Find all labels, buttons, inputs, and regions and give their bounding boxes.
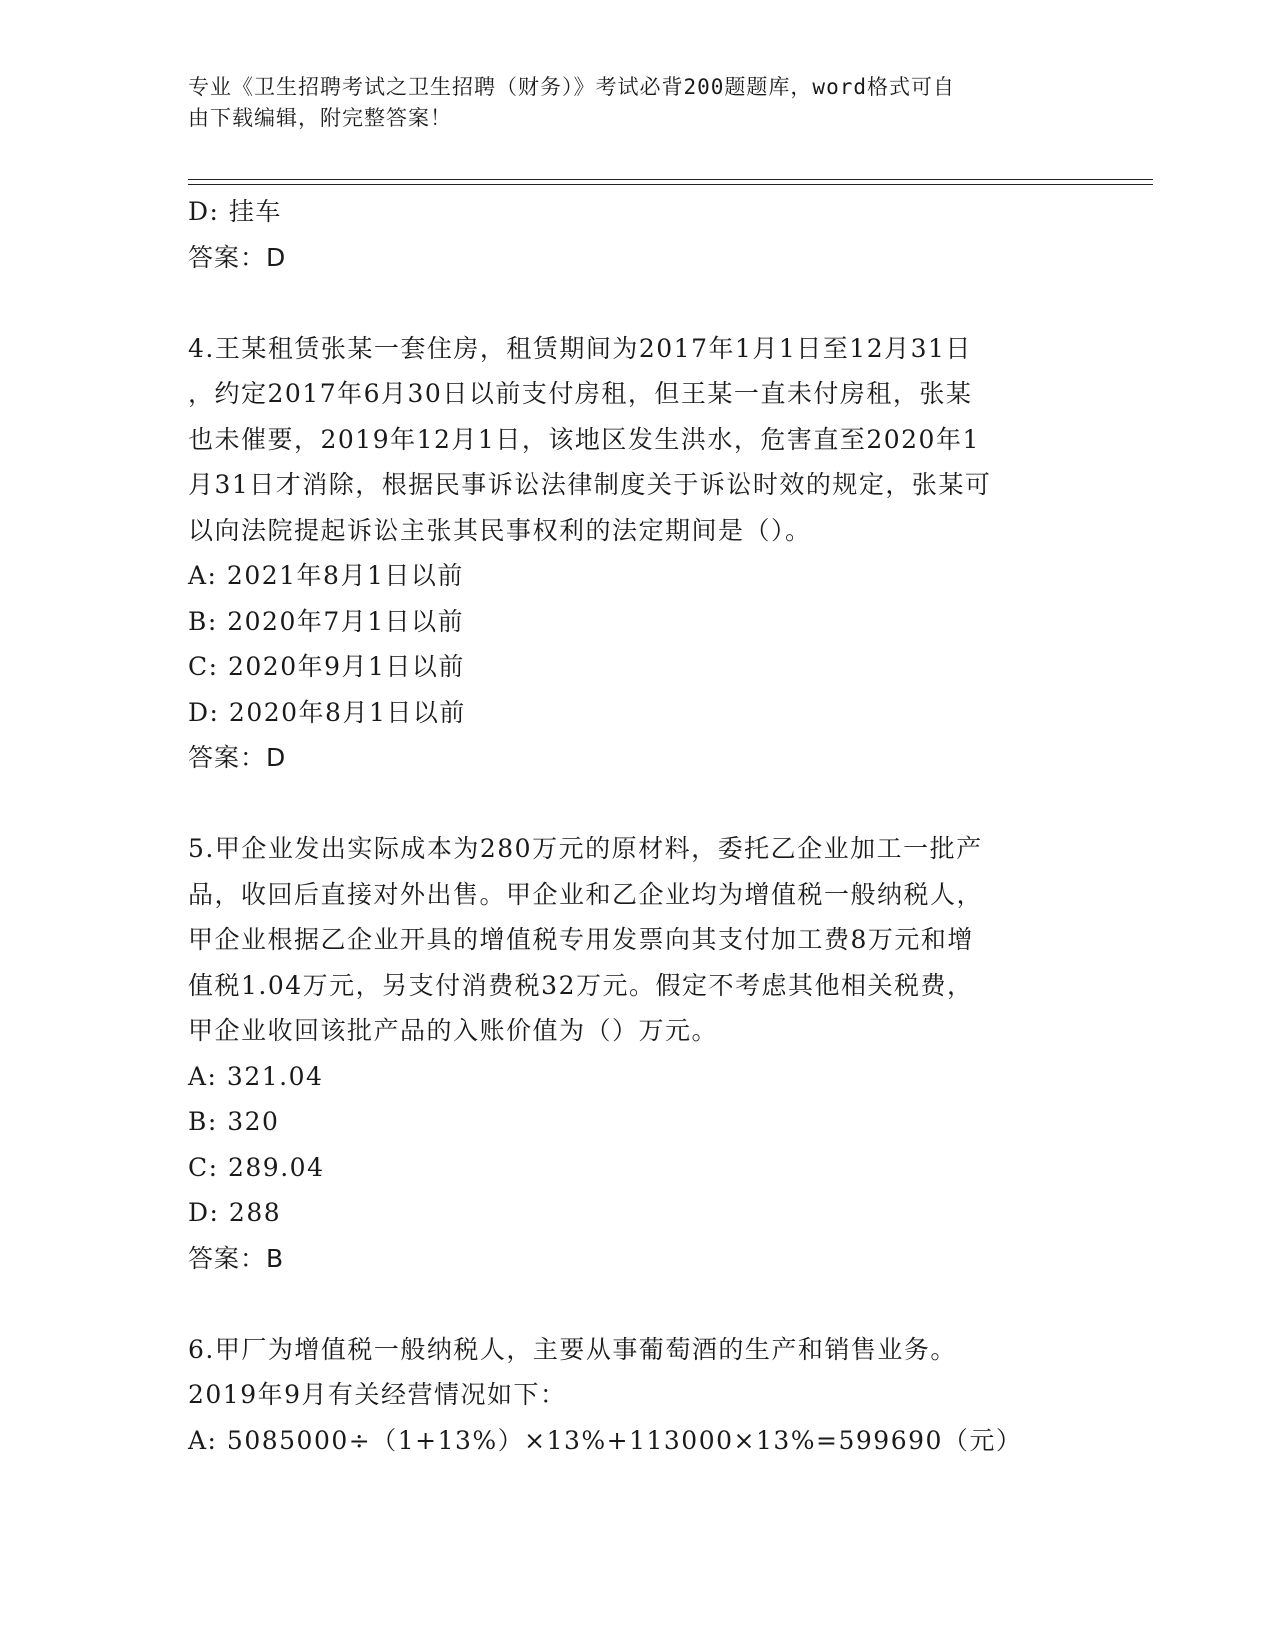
header-line-1: 专业《卫生招聘考试之卫生招聘（财务）》考试必背200题题库，word格式可自 bbox=[188, 75, 955, 99]
q4-option-c: C: 2020年9月1日以前 bbox=[188, 652, 465, 681]
q4-stem-line: 月31日才消除，根据民事诉讼法律制度关于诉讼时效的规定，张某可 bbox=[188, 470, 992, 499]
document-body bbox=[188, 189, 1068, 1463]
q5-stem-line: 5.甲企业发出实际成本为280万元的原材料，委托乙企业加工一批产 bbox=[188, 834, 983, 863]
document-header bbox=[188, 72, 1068, 134]
header-line-2: 由下载编辑，附完整答案！ bbox=[188, 106, 452, 130]
question-5 bbox=[188, 826, 1068, 1281]
q4-stem-line: 也未催要，2019年12月1日，该地区发生洪水，危害直至2020年1 bbox=[188, 424, 980, 454]
q3-answer: 答案：D bbox=[188, 242, 287, 272]
q4-stem-line: 以向法院提起诉讼主张其民事权利的法定期间是（）。 bbox=[188, 515, 812, 545]
question-6 bbox=[188, 1327, 1068, 1464]
q5-stem-line: 甲企业收回该批产品的入账价值为（）万元。 bbox=[188, 1016, 719, 1045]
q6-option-a: A: 5085000÷（1+13%）×13%+113000×13%=599690（元） bbox=[188, 1425, 1023, 1455]
q4-stem-line: 4.王某租赁张某一套住房，租赁期间为2017年1月1日至12月31日 bbox=[188, 333, 972, 363]
q6-stem-line: 2019年9月有关经营情况如下： bbox=[188, 1380, 567, 1409]
q4-option-a: A: 2021年8月1日以前 bbox=[188, 561, 464, 590]
q5-option-a: A: 321.04 bbox=[188, 1061, 324, 1091]
header-divider-bottom bbox=[188, 184, 1153, 185]
question-3-tail bbox=[188, 189, 1068, 280]
q5-stem-line: 甲企业根据乙企业开具的增值税专用发票向其支付加工费8万元和增 bbox=[188, 925, 974, 954]
q4-stem-line: ，约定2017年6月30日以前支付房租，但王某一直未付房租，张某 bbox=[188, 379, 973, 408]
q5-stem-line: 品，收回后直接对外出售。甲企业和乙企业均为增值税一般纳税人， bbox=[188, 879, 984, 909]
q5-option-b: B: 320 bbox=[188, 1107, 280, 1136]
q5-stem-line: 值税1.04万元，另支付消费税32万元。假定不考虑其他相关税费， bbox=[188, 970, 974, 1000]
q4-answer: 答案：D bbox=[188, 743, 287, 772]
q5-option-c: C: 289.04 bbox=[188, 1152, 325, 1182]
q4-option-b: B: 2020年7月1日以前 bbox=[188, 606, 465, 636]
q5-answer: 答案：B bbox=[188, 1243, 285, 1273]
q6-stem-line: 6.甲厂为增值税一般纳税人，主要从事葡萄酒的生产和销售业务。 bbox=[188, 1334, 957, 1364]
question-4 bbox=[188, 326, 1068, 781]
q3-option-d: D: 挂车 bbox=[188, 197, 282, 226]
q5-option-d: D: 288 bbox=[188, 1198, 282, 1227]
header-divider-top bbox=[188, 179, 1153, 180]
q4-option-d: D: 2020年8月1日以前 bbox=[188, 697, 466, 727]
